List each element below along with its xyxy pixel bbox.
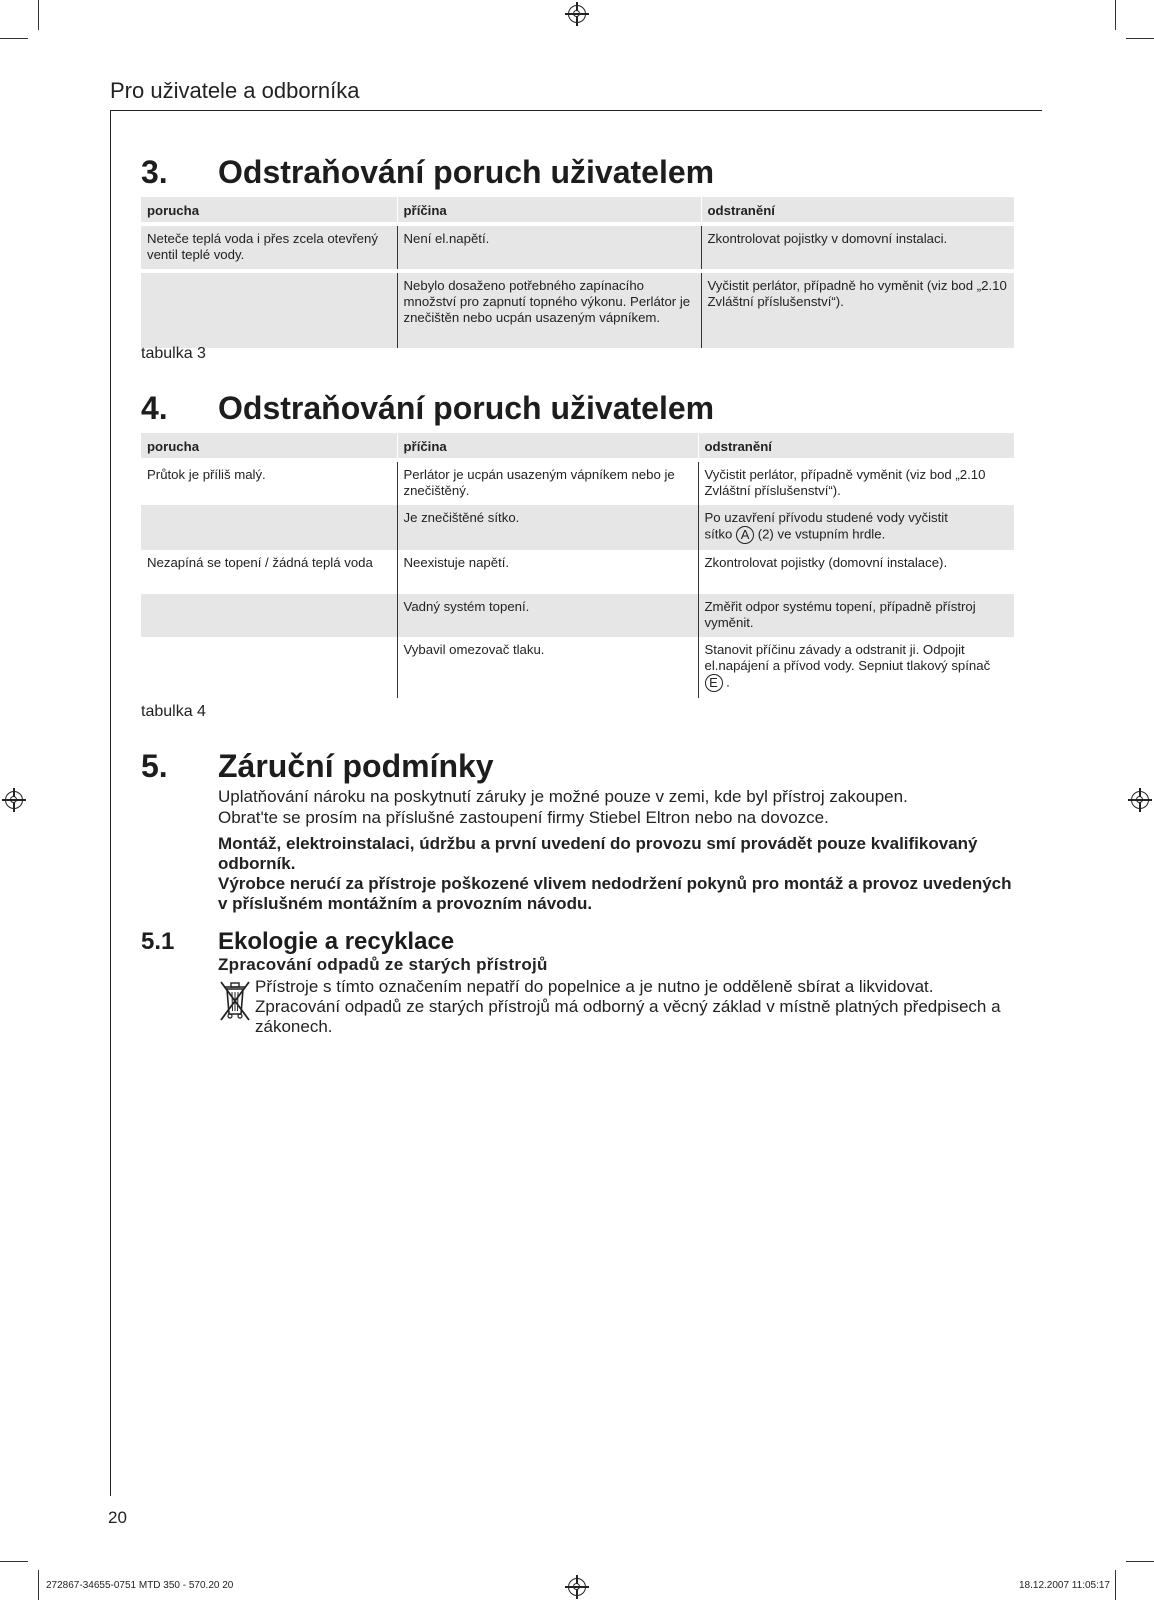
section-number: 4. bbox=[141, 390, 168, 426]
section-title: Záruční podmínky bbox=[218, 748, 494, 784]
footer-print-info: 272867-34655-0751 MTD 350 - 570.20 20 bbox=[46, 1580, 234, 1591]
table-cell-text: . bbox=[726, 674, 730, 690]
table-cell: Neteče teplá voda i přes zcela otevřený ventil teplé vody. bbox=[141, 224, 397, 271]
table-cell-text: Po uzavření přívodu studené vody vyčistit bbox=[704, 510, 948, 525]
table-cell: Perlátor je ucpán usazeným vápníkem nebo je znečištěný. bbox=[397, 460, 698, 505]
column-header: porucha bbox=[141, 433, 397, 460]
marker-a-icon: A bbox=[736, 526, 754, 544]
registration-mark-icon bbox=[568, 1578, 586, 1596]
registration-mark-icon bbox=[568, 5, 586, 23]
marker-e-icon: E bbox=[705, 674, 723, 692]
table-row bbox=[141, 637, 1014, 698]
subsection-subtitle: Zpracování odpadů ze starých přístrojů bbox=[218, 955, 548, 974]
crop-mark bbox=[0, 38, 28, 39]
page-number: 20 bbox=[108, 1508, 127, 1527]
crossed-out-bin-icon bbox=[218, 978, 252, 1024]
crop-mark bbox=[1126, 1561, 1154, 1562]
table-cell bbox=[698, 637, 1014, 698]
column-header: příčina bbox=[397, 197, 701, 224]
section-5-heading bbox=[141, 748, 494, 785]
section-title: Odstraňování poruch uživatelem bbox=[218, 390, 715, 426]
table-row bbox=[141, 594, 1014, 637]
table-cell: Zkontrolovat pojistky v domovní instalaci. bbox=[701, 224, 1014, 271]
crop-mark bbox=[1115, 1570, 1116, 1600]
footer-timestamp: 18.12.2007 11:05:17 bbox=[1018, 1580, 1110, 1591]
table-row bbox=[141, 550, 1014, 594]
section-5-1-heading bbox=[141, 928, 454, 956]
table-cell: Zkontrolovat pojistky (domovní instalace). bbox=[698, 550, 1014, 594]
table-cell: Nebylo dosaženo potřebného zapínacího množství pro zapnutí topného výkonu. Perlátor je znečištěn nebo ucpán usazeným vápníkem. bbox=[397, 271, 701, 348]
fault-table-3 bbox=[141, 197, 1014, 348]
table-cell: Není el.napětí. bbox=[397, 224, 701, 271]
recycling-paragraph: Přístroje s tímto označením nepatří do popelnice a je nutno je odděleně sbírat a likvidovat. Zpracování odpadů ze starých přístrojů má odborný a věcný základ v místně platných předpisech a zákonech. bbox=[255, 977, 1001, 1036]
table-cell: Nezapíná se topení / žádná teplá voda bbox=[147, 555, 373, 570]
section-number: 3. bbox=[141, 154, 168, 190]
table-caption: tabulka 4 bbox=[141, 703, 206, 720]
table-header-row bbox=[141, 197, 1014, 224]
table-cell: Je znečištěné sítko. bbox=[397, 505, 698, 550]
table-cell: Vyčistit perlátor, případně vyměnit (viz bod „2.10 Zvláštní příslušenství“). bbox=[698, 460, 1014, 505]
table-cell bbox=[698, 505, 1014, 550]
header-rule bbox=[110, 110, 1042, 111]
section-title: Ekologie a recyklace bbox=[218, 928, 455, 955]
table-cell bbox=[141, 637, 397, 698]
warranty-paragraph: Uplatňování nároku na poskytnutí záruky je možné pouze v zemi, kde byl přístroj zakoupen. bbox=[218, 787, 908, 806]
table-cell-text: sítko bbox=[704, 526, 733, 542]
page-header-title: Pro uživatele a odborníka bbox=[110, 78, 360, 103]
column-header: odstranění bbox=[701, 197, 1014, 224]
warranty-bold-paragraph: Montáž, elektroinstalaci, údržbu a první uvedení do provozu smí provádět pouze kvalifikovaný odborník. bbox=[218, 834, 978, 873]
registration-mark-icon bbox=[5, 791, 23, 809]
section-number: 5. bbox=[141, 748, 168, 784]
table-header-row bbox=[141, 433, 1014, 460]
table-cell bbox=[141, 271, 397, 348]
table-cell-text: spínač bbox=[951, 658, 991, 673]
crop-mark bbox=[0, 1561, 28, 1562]
table-row bbox=[141, 271, 1014, 348]
table-cell: Vadný systém topení. bbox=[397, 594, 698, 637]
column-header: odstranění bbox=[698, 433, 1014, 460]
section-title: Odstraňování poruch uživatelem bbox=[218, 154, 715, 190]
fault-table-4 bbox=[141, 433, 1014, 698]
crop-mark bbox=[1126, 38, 1154, 39]
table-cell: Neexistuje napětí. bbox=[397, 550, 698, 594]
section-3-heading bbox=[141, 154, 714, 191]
column-header: příčina bbox=[397, 433, 698, 460]
warranty-paragraph: Obrat'te se prosím na příslušné zastoupení firmy Stiebel Eltron nebo na dovozce. bbox=[218, 808, 829, 827]
crop-mark bbox=[1115, 0, 1116, 30]
table-cell-text: Stanovit příčinu závady a odstranit ji. Odpojit el.napájení a přívod vody. Sepniut tlakový bbox=[704, 642, 965, 673]
section-number: 5.1 bbox=[141, 928, 175, 955]
table-cell: Změřit odpor systému topení, případně přístroj vyměnit. bbox=[698, 594, 1014, 637]
table-cell: Vyčistit perlátor, případně ho vyměnit (viz bod „2.10 Zvláštní příslušenství“). bbox=[701, 271, 1014, 348]
crop-mark bbox=[38, 1570, 39, 1600]
table-cell bbox=[141, 505, 397, 550]
column-header: porucha bbox=[141, 197, 397, 224]
table-row bbox=[141, 224, 1014, 271]
table-cell-text: (2) ve vstupním hrdle. bbox=[757, 526, 886, 542]
table-cell: Vybavil omezovač tlaku. bbox=[397, 637, 698, 698]
warranty-bold-paragraph: Výrobce nerućí za přístroje poškozené vlivem nedodržení pokynů pro montáž a provoz uvedených v příslušném montážním a provozním návodu. bbox=[218, 874, 1012, 913]
table-caption: tabulka 3 bbox=[141, 345, 206, 362]
registration-mark-icon bbox=[1131, 791, 1149, 809]
left-margin-rule bbox=[110, 110, 111, 1496]
table-row bbox=[141, 505, 1014, 550]
crop-mark bbox=[38, 0, 39, 30]
table-cell: Průtok je příliš malý. bbox=[147, 467, 266, 482]
table-cell bbox=[141, 594, 397, 637]
table-row bbox=[141, 460, 1014, 505]
section-4-heading bbox=[141, 390, 714, 427]
